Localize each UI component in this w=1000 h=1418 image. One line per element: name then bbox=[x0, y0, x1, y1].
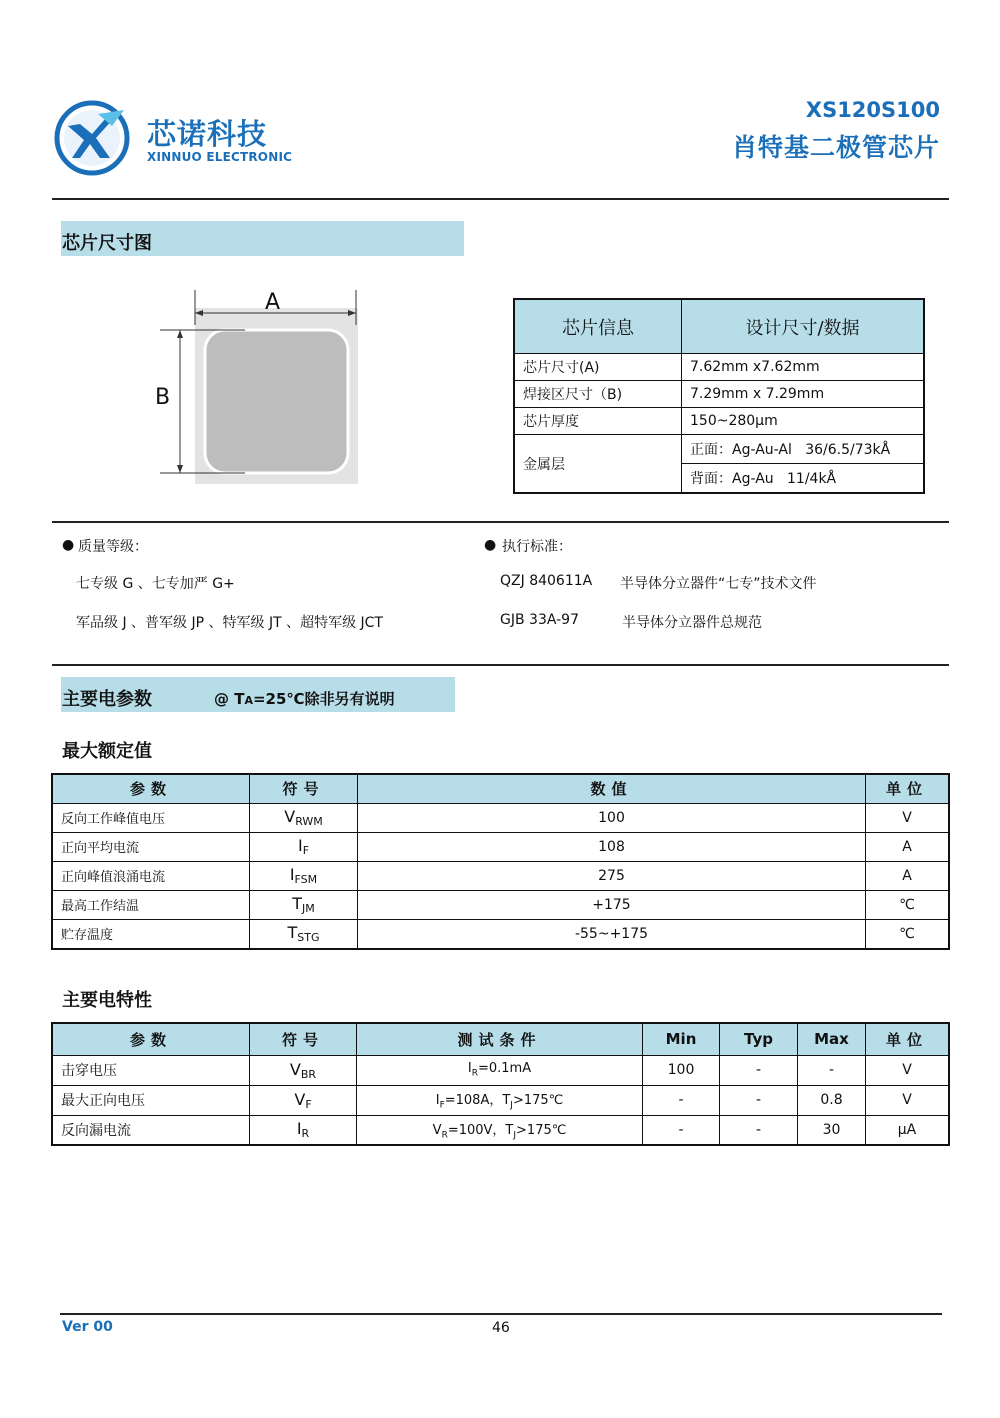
section-divider bbox=[52, 521, 949, 523]
max-ratings-title: 最大额定值 bbox=[62, 741, 152, 762]
table-row bbox=[514, 435, 924, 464]
chip-info-value: 正面：Ag-Au-Al 36/6.5/73kÅ bbox=[682, 435, 925, 464]
chip-section-title: 芯片尺寸图 bbox=[62, 233, 152, 254]
standard-code: QZJ 840611A bbox=[500, 573, 593, 589]
min-value: - bbox=[643, 1085, 720, 1115]
footer-divider bbox=[60, 1313, 942, 1315]
typ-value: - bbox=[720, 1055, 798, 1085]
page-number: 46 bbox=[492, 1320, 510, 1336]
condition-sub: A bbox=[244, 694, 253, 707]
part-description: 肖特基二极管芯片 bbox=[731, 133, 940, 162]
param-value: 275 bbox=[358, 861, 866, 890]
chip-info-value: 150~280μm bbox=[682, 408, 925, 435]
max-ratings-table bbox=[51, 773, 950, 950]
typ-value: - bbox=[720, 1115, 798, 1145]
chip-info-value: 7.62mm x7.62mm bbox=[682, 354, 925, 381]
chip-info-value: 背面：Ag-Au 11/4kÅ bbox=[682, 464, 925, 494]
chip-info-name: 芯片尺寸(A) bbox=[514, 354, 682, 381]
chip-info-name: 焊接区尺寸（B) bbox=[514, 381, 682, 408]
param-symbol: $I_R$ bbox=[250, 1115, 357, 1145]
param-symbol: $V_{RWM}$ bbox=[250, 803, 358, 832]
table-header: 符号 bbox=[250, 1023, 357, 1055]
max-value: - bbox=[798, 1055, 866, 1085]
param-unit: ℃ bbox=[866, 890, 950, 919]
table-row bbox=[52, 890, 949, 919]
param-unit: A bbox=[866, 861, 950, 890]
condition-suffix: =25℃除非另有说明 bbox=[252, 690, 395, 708]
electrical-section-title: 主要电参数 bbox=[62, 689, 152, 710]
table-row bbox=[52, 803, 949, 832]
param-name: 最大正向电压 bbox=[52, 1085, 250, 1115]
chip-dimension-diagram bbox=[150, 285, 370, 485]
param-name: 正向平均电流 bbox=[52, 832, 250, 861]
table-header: 参数 bbox=[52, 774, 250, 803]
table-row bbox=[52, 861, 949, 890]
param-unit: A bbox=[866, 832, 950, 861]
param-unit: V bbox=[866, 1085, 950, 1115]
table-row bbox=[514, 408, 924, 435]
bullet-icon: ● bbox=[62, 537, 75, 553]
param-symbol: $I_F$ bbox=[250, 832, 358, 861]
standard-code: GJB 33A-97 bbox=[500, 612, 579, 628]
param-symbol: $I_{FSM}$ bbox=[250, 861, 358, 890]
table-header: 测试条件 bbox=[357, 1023, 643, 1055]
param-value: 108 bbox=[358, 832, 866, 861]
table-header: Typ bbox=[720, 1023, 798, 1055]
standards-label: 执行标准： bbox=[502, 539, 572, 555]
standard-desc: 半导体分立器件“七专”技术文件 bbox=[620, 576, 817, 592]
chip-info-header: 设计尺寸/数据 bbox=[682, 299, 925, 354]
max-value: 0.8 bbox=[798, 1085, 866, 1115]
electrical-condition bbox=[214, 688, 395, 709]
typ-value: - bbox=[720, 1085, 798, 1115]
company-logo bbox=[54, 100, 130, 176]
part-number: XS120S100 bbox=[805, 98, 940, 122]
param-unit: V bbox=[866, 803, 950, 832]
param-value: -55~+175 bbox=[358, 919, 866, 949]
table-row bbox=[52, 1055, 949, 1085]
param-symbol: $T_{JM}$ bbox=[250, 890, 358, 919]
chip-info-name: 金属层 bbox=[514, 435, 682, 494]
table-row bbox=[52, 1115, 949, 1145]
characteristics-title: 主要电特性 bbox=[62, 990, 152, 1011]
param-name: 击穿电压 bbox=[52, 1055, 250, 1085]
dimension-label-b: B bbox=[155, 385, 171, 410]
company-name-cn: 芯诺科技 bbox=[147, 117, 268, 151]
table-header: 符号 bbox=[250, 774, 358, 803]
quality-label: 质量等级： bbox=[78, 539, 148, 555]
param-unit: V bbox=[866, 1055, 950, 1085]
test-condition: $I_R=0.1mA$ bbox=[357, 1055, 643, 1085]
min-value: - bbox=[643, 1115, 720, 1145]
table-row bbox=[514, 381, 924, 408]
param-symbol: $V_{BR}$ bbox=[250, 1055, 357, 1085]
condition-prefix: @ T bbox=[214, 690, 245, 708]
param-value: 100 bbox=[358, 803, 866, 832]
param-value: +175 bbox=[358, 890, 866, 919]
table-header: 参数 bbox=[52, 1023, 250, 1055]
table-row bbox=[514, 354, 924, 381]
param-unit: μA bbox=[866, 1115, 950, 1145]
table-header: 单位 bbox=[866, 774, 950, 803]
param-name: 反向漏电流 bbox=[52, 1115, 250, 1145]
test-condition: $I_F=108A$，$T_J>175℃$ bbox=[357, 1085, 643, 1115]
bullet-icon: ● bbox=[484, 537, 497, 553]
chip-info-value: 7.29mm x 7.29mm bbox=[682, 381, 925, 408]
param-name: 反向工作峰值电压 bbox=[52, 803, 250, 832]
quality-line: 七专级 G 、七专加严 G+ bbox=[76, 576, 235, 592]
param-symbol: $T_{STG}$ bbox=[250, 919, 358, 949]
header-divider bbox=[52, 198, 949, 200]
test-condition: $V_R=100V$，$T_J>175℃$ bbox=[357, 1115, 643, 1145]
param-name: 贮存温度 bbox=[52, 919, 250, 949]
logo-mark-icon bbox=[54, 100, 130, 176]
quality-line: 军品级 J 、普军级 JP 、特军级 JT 、超特军级 JCT bbox=[76, 615, 383, 631]
table-header: 数值 bbox=[358, 774, 866, 803]
param-name: 正向峰值浪涌电流 bbox=[52, 861, 250, 890]
param-name: 最高工作结温 bbox=[52, 890, 250, 919]
min-value: 100 bbox=[643, 1055, 720, 1085]
table-header: Max bbox=[798, 1023, 866, 1055]
param-unit: ℃ bbox=[866, 919, 950, 949]
chip-info-name: 芯片厚度 bbox=[514, 408, 682, 435]
table-row bbox=[52, 1085, 949, 1115]
standard-desc: 半导体分立器件总规范 bbox=[622, 615, 762, 631]
company-name-en: XINNUO ELECTRONIC bbox=[147, 150, 293, 164]
chip-info-table bbox=[513, 298, 925, 494]
max-value: 30 bbox=[798, 1115, 866, 1145]
chip-info-header: 芯片信息 bbox=[514, 299, 682, 354]
version-label: Ver 00 bbox=[62, 1319, 113, 1335]
dimension-label-a: A bbox=[265, 290, 281, 315]
table-row bbox=[52, 919, 949, 949]
table-header: Min bbox=[643, 1023, 720, 1055]
param-symbol: $V_F$ bbox=[250, 1085, 357, 1115]
table-header: 单位 bbox=[866, 1023, 950, 1055]
section-divider bbox=[52, 664, 949, 666]
characteristics-table bbox=[51, 1022, 950, 1146]
table-row bbox=[52, 832, 949, 861]
